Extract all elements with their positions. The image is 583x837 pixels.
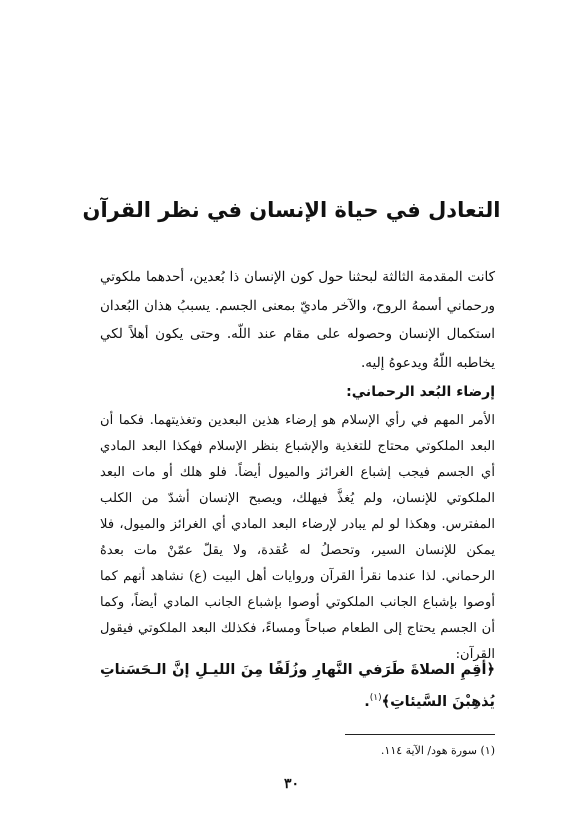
footnote-marker: (١) — [369, 693, 382, 703]
page-title: التعادل في حياة الإنسان في نظر القرآن — [82, 198, 501, 222]
page-number: ٣٠ — [283, 776, 300, 792]
body-paragraph: الأمر المهم في رأي الإسلام هو إرضاء هذين البعدين وتغذيتهما. فكما أن البعد الملكوتي محتاج للتغذية والإشباع بنظر الإسلام فهكذا البعد المادي أي الجسم فيجب إشباع الغرائز والميول أيضاً. فلو هلك أو مات البعد الملكوتي للإنسان، ولم يُغذَّ فيهلك، ويصبح الإنسان أشدّ من الكلب المفترس. وهكذا لو لم يبادر لإرضاء البعد المادي أي الغرائز والميول، فلا يمكن للإنسان السير، وتحصلُ له عُقدة، ولا يقلّ عمّنْ مات بعدهُ الرحماني. لذا عندما نقرأ القرآن وروايات أهل البيت (ع) نشاهد أنهم كما أوصوا بإشباع الجانب الملكوتي أوصوا بإشباع الجانب المادي أيضاً، وكما أن الجسم يحتاج إلى الطعام صباحاً ومساءً، فكذلك البعد الملكوتي فيقول القرآن: — [100, 413, 495, 662]
footnote: (١) سورة هود/ الآية ١١٤. — [380, 744, 495, 757]
section-heading: إرضاء البُعد الرحماني: — [346, 384, 495, 400]
footnote-divider — [345, 734, 495, 735]
intro-paragraph: كانت المقدمة الثالثة لبحثنا حول كون الإنسان ذا بُعدين، أحدهما ملكوتي ورحماني أسمهُ الروح، والآخر ماديّ بمعنى الجسم. يسببُ هذان البُعدان استكمال الإنسان وحصوله على مقام عند اللّه. وحتى يكون أهلاً لكي يخاطبه اللّهُ ويدعوهُ إليه. — [100, 269, 495, 371]
quran-verse: ﴿أقِمِ الصلاةَ طَرَفي النَّهارِ وزُلَفًا مِنَ الليـلِ إنَّ الـحَسَناتِ يُذهِبْنَ السَّيئاتِ﴾$^{(١)}$. — [100, 662, 495, 710]
quran-verse-text: ﴿أقِمِ الصلاةَ طَرَفي النَّهارِ وزُلَفًا مِنَ الليـلِ إنَّ الـحَسَناتِ يُذهِبْنَ السَّيئاتِ﴾ — [100, 662, 495, 710]
